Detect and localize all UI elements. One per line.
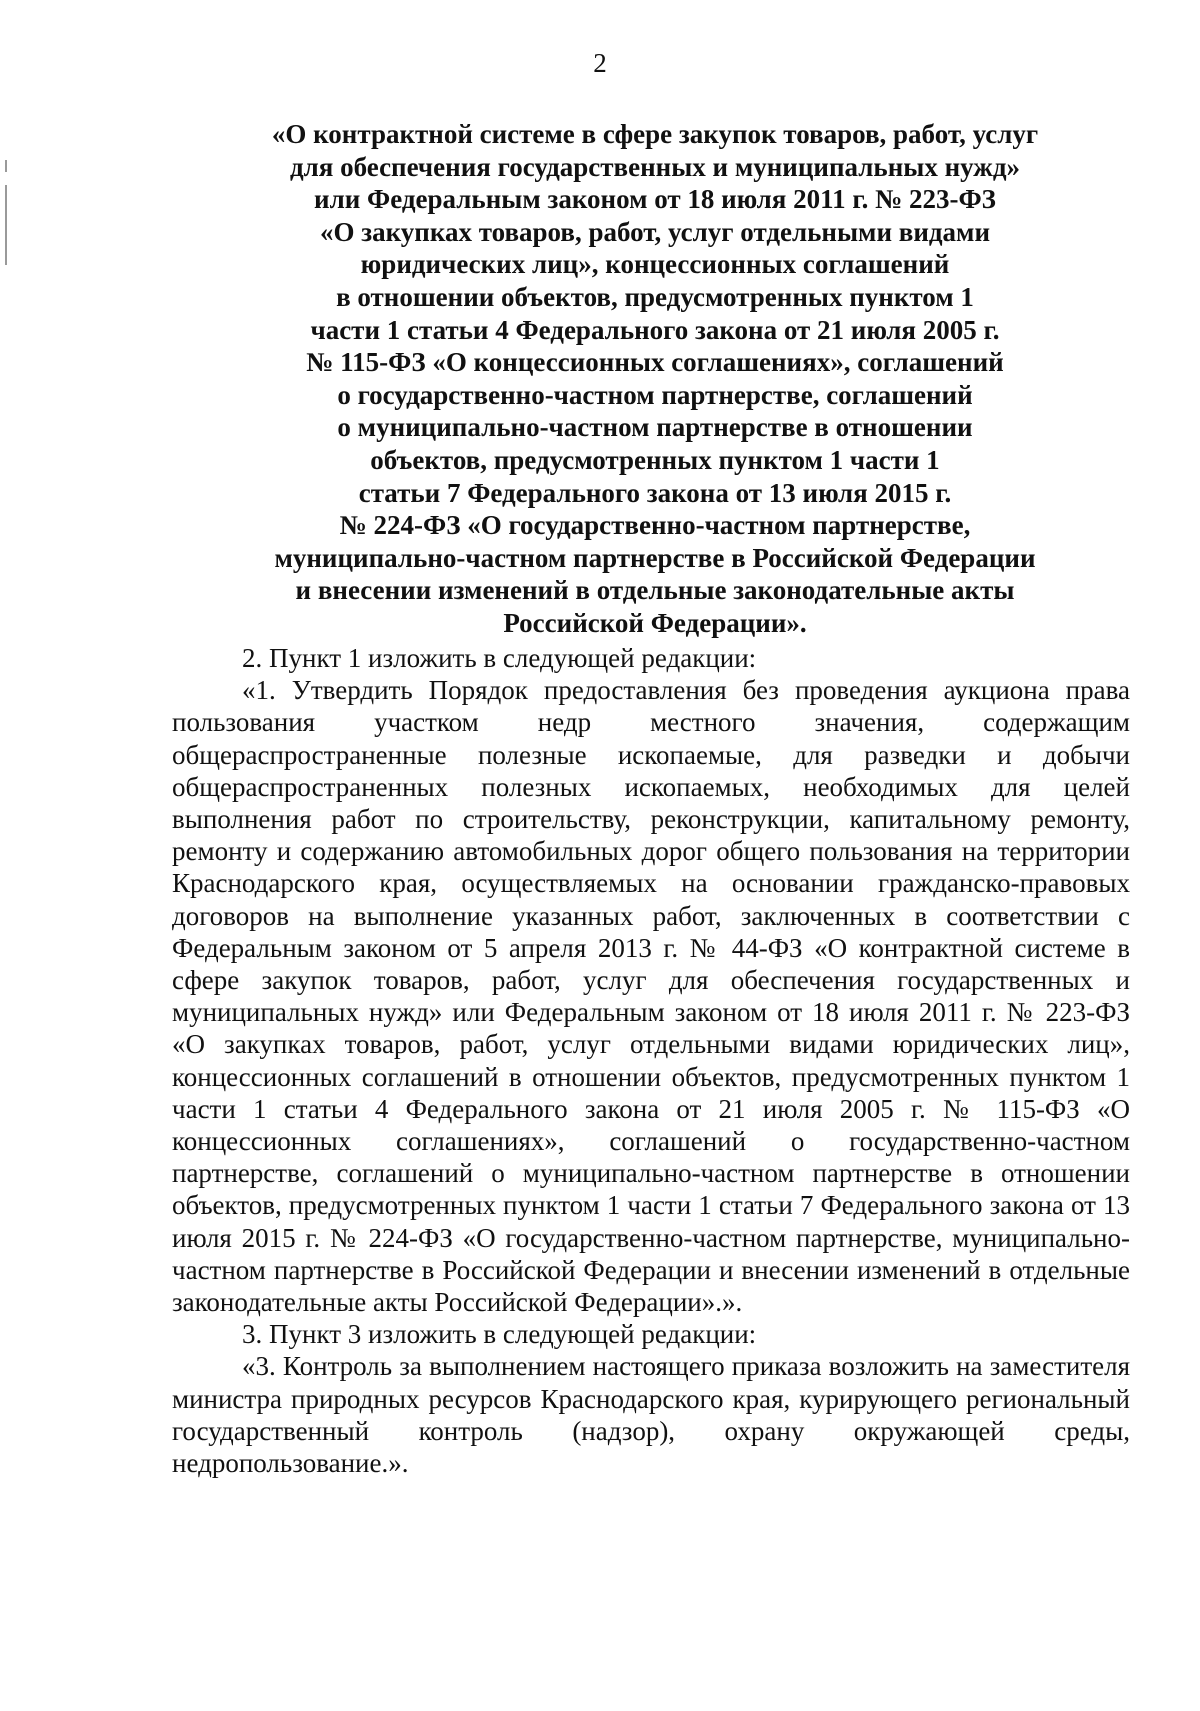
scan-margin-mark — [5, 160, 7, 172]
title-line: статьи 7 Федерального закона от 13 июля 2015 г. — [358, 477, 952, 508]
title-line: для обеспечения государственных и муниципальных нужд» — [289, 151, 1021, 182]
title-line: муниципально-частном партнерстве в Российской Федерации — [274, 542, 1036, 573]
title-line: о муниципально-частном партнерстве в отношении — [337, 412, 973, 443]
title-line: части 1 статьи 4 Федерального закона от 21 июля 2005 г. — [310, 314, 1000, 345]
title-line: и внесении изменений в отдельные законодательные акты — [295, 575, 1015, 606]
title-line: или Федеральным законом от 18 июля 2011 г. № 223-ФЗ — [314, 184, 996, 215]
scan-margin-mark — [5, 185, 7, 265]
title-line: Российской Федерации». — [503, 607, 807, 638]
item-3-text: «3. Контроль за выполнением настоящего приказа возложить на заместителя министра природных ресурсов Краснодарского края, курирующего региональный государственный контроль (надзор), охрану окружающей среды, недропользование.». — [172, 1351, 1130, 1479]
page-number: 2 — [593, 48, 607, 78]
document-title — [180, 118, 1130, 640]
title-line: «О закупках товаров, работ, услуг отдельными видами — [319, 216, 991, 247]
title-line: в отношении объектов, предусмотренных пунктом 1 — [336, 281, 974, 312]
title-line: объектов, предусмотренных пунктом 1 части 1 — [370, 444, 940, 475]
title-line: юридических лиц», концессионных соглашений — [360, 249, 950, 280]
item-2-heading: 2. Пункт 1 изложить в следующей редакции: — [242, 643, 757, 673]
document-body — [172, 642, 1130, 1479]
item-2-text: «1. Утвердить Порядок предоставления без проведения аукциона права пользования участком недр местного значения, содержащим общераспространенные полезные ископаемые, для разведки и добычи общераспространенных полезных ископаемых, необходимых для целей выполнения работ по строительству, реконструкции, капитальному ремонту, ремонту и содержанию автомобильных дорог общего пользования на территории Краснодарского края, осуществляемых на основании гражданско-правовых договоров на выполнение указанных работ, заключенных в соответствии с Федеральным законом от 5 апреля 2013 г. № 44-ФЗ «О контрактной системе в сфере закупок товаров, работ, услуг для обеспечения государственных и муниципальных нужд» или Федеральным законом от 18 июля 2011 г. № 223-ФЗ «О закупках товаров, работ, услуг отдельными видами юридических лиц», концессионных соглашений в отношении объектов, предусмотренных пунктом 1 части 1 статьи 4 Федерального закона от 21 июля 2005 г. № 115-ФЗ «О концессионных соглашениях», соглашений о государственно-частном партнерстве, соглашений о муниципально-частном партнерстве в отношении объектов, предусмотренных пунктом 1 части 1 статьи 7 Федерального закона от 13 июля 2015 г. № 224-ФЗ «О государственно-частном партнерстве, муниципально-частном партнерстве в Российской Федерации и внесении изменений в отдельные законодательные акты Российской Федерации».». — [172, 675, 1130, 1318]
title-line: «О контрактной системе в сфере закупок товаров, работ, услуг — [271, 119, 1039, 149]
item-3-heading: 3. Пункт 3 изложить в следующей редакции: — [242, 1319, 757, 1350]
title-line: № 115-ФЗ «О концессионных соглашениях», соглашений — [306, 347, 1004, 378]
title-line: № 224-ФЗ «О государственно-частном партнерстве, — [339, 510, 971, 541]
title-line: о государственно-частном партнерстве, соглашений — [337, 379, 973, 410]
